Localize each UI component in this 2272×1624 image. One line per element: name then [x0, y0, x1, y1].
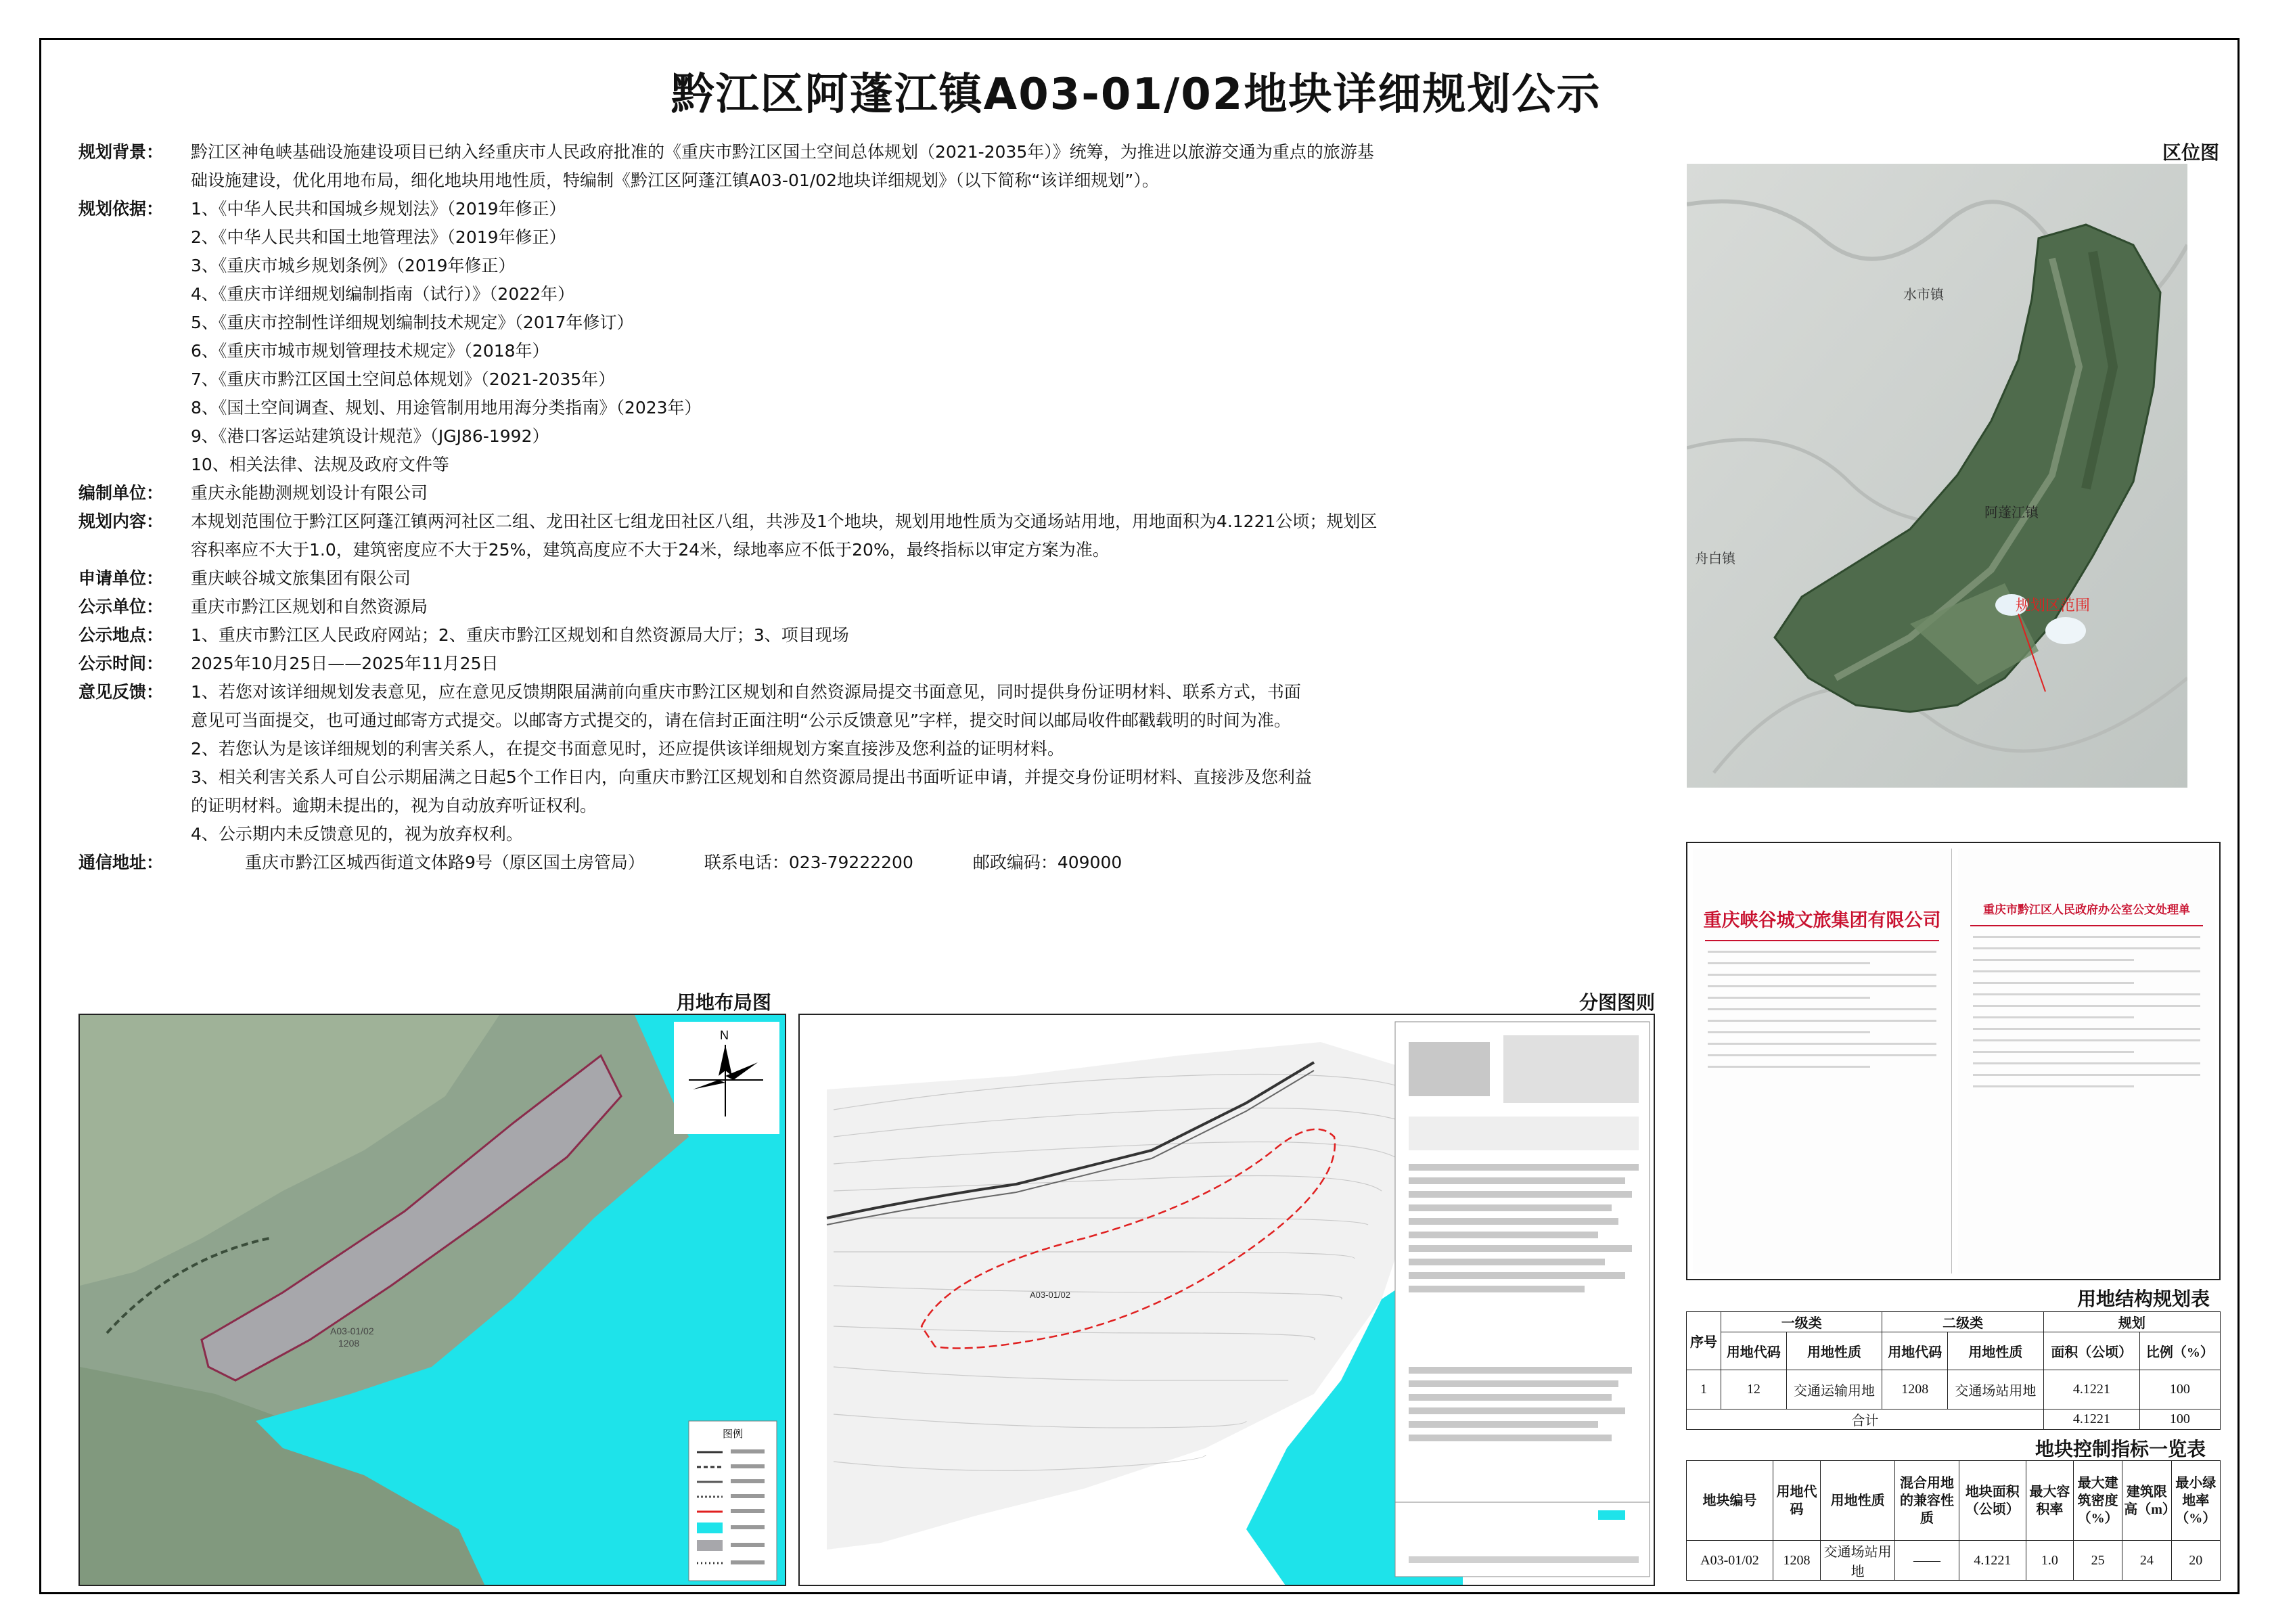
- contact-row: [78, 849, 1682, 877]
- period-label: 公示时间：: [78, 654, 164, 673]
- table-cell: 4.1221: [1959, 1541, 2026, 1581]
- basis-label: 规划依据：: [78, 199, 164, 219]
- table-cell: ——: [1895, 1541, 1959, 1581]
- table-cell: 4.1221: [2043, 1370, 2139, 1409]
- contact-address: 重庆市黔江区城西街道文体路9号（原区国土房管局）: [245, 853, 645, 872]
- basis-item: 9、《港口客运站建筑设计规范》（JGJ86-1992）: [191, 426, 549, 446]
- applicant-row: [78, 564, 1682, 593]
- table-cell: 1: [1687, 1370, 1721, 1409]
- legend-box: [689, 1421, 777, 1581]
- compiler-value: 重庆永能勘测规划设计有限公司: [191, 483, 428, 503]
- header-cell: 用地性质: [1821, 1461, 1895, 1541]
- basis-item: 8、《国土空间调查、规划、用途管制用地用海分类指南》（2023年）: [191, 398, 702, 418]
- table-cell: 100: [2139, 1370, 2220, 1409]
- table-row: [1687, 1370, 2221, 1409]
- page-title: 黔江区阿蓬江镇A03-01/02地块详细规划公示: [671, 70, 1601, 120]
- header-cell: 地块面积（公顷）: [1959, 1461, 2026, 1541]
- header-cell: 最小绿地率（%）: [2171, 1461, 2220, 1541]
- notice-text: [78, 138, 1682, 877]
- location-value: 1、重庆市黔江区人民政府网站；2、重庆市黔江区规划和自然资源局大厅；3、项目现场: [191, 625, 849, 645]
- header-cell: 一级类: [1721, 1312, 1882, 1332]
- basis-item: 6、《重庆市城市规划管理技术规定》（2018年）: [191, 341, 549, 361]
- table-cell: 12: [1721, 1370, 1786, 1409]
- basis-item: 2、《中华人民共和国土地管理法》（2019年修正）: [191, 227, 566, 247]
- control-indicator-table: [1686, 1460, 2221, 1581]
- header-cell: 最大建筑密度（%）: [2073, 1461, 2122, 1541]
- table-cell: 20: [2171, 1541, 2220, 1581]
- location-map-image: [1687, 164, 2187, 788]
- table-cell: 交通场站用地: [1947, 1370, 2043, 1409]
- company-doc-title: 重庆峡谷城文旅集团有限公司: [1703, 910, 1941, 931]
- header-cell: 用地性质: [1947, 1332, 2043, 1370]
- table-cell: 24: [2122, 1541, 2171, 1581]
- place-label: 舟白镇: [1695, 551, 1735, 566]
- period-row: [78, 650, 1682, 678]
- approval-documents: [1686, 842, 2221, 1280]
- publisher-row: [78, 593, 1682, 621]
- content-line-1: 本规划范围位于黔江区阿蓬江镇两河社区二组、龙田社区七组龙田社区八组，共涉及1个地块，规划用地性质为交通场站用地，用地面积为4.1221公顷；规划区: [191, 512, 1378, 531]
- contact-phone: 联系电话：023-79222200: [704, 853, 913, 872]
- header-cell: 比例（%）: [2139, 1332, 2220, 1370]
- feedback-line: 3、相关利害关系人可自公示期届满之日起5个工作日内，向重庆市黔江区规划和自然资源局提出书面听证申请，并提交身份证明材料、直接涉及您利益: [191, 767, 1312, 787]
- publisher-label: 公示单位：: [78, 597, 164, 616]
- plan-map-image: [800, 1015, 1655, 1586]
- government-doc-title: 重庆市黔江区人民政府办公室公文处理单: [1983, 903, 2190, 917]
- control-table-caption: 地块控制指标一览表: [2035, 1438, 2206, 1460]
- feedback-line: 4、公示期内未反馈意见的，视为放弃权利。: [191, 824, 523, 844]
- table-cell: 合计: [1687, 1409, 2044, 1430]
- plan-map-caption: 分图图则: [1579, 991, 1656, 1014]
- table-cell: 交通运输用地: [1786, 1370, 1882, 1409]
- header-cell: 混合用地的兼容性质: [1895, 1461, 1959, 1541]
- background-line-2: 础设施建设，优化用地布局，细化地块用地性质，特编制《黔江区阿蓬江镇A03-01/02地块详细规划》（以下简称“该详细规划”）。: [191, 171, 1159, 190]
- content-row: [78, 508, 1682, 536]
- table-cell: A03-01/02: [1687, 1541, 1773, 1581]
- table-cell: 交通场站用地: [1821, 1541, 1895, 1581]
- place-label: 水市镇: [1903, 288, 1944, 302]
- table-cell: 1208: [1773, 1541, 1820, 1581]
- layout-map-image: [80, 1015, 786, 1586]
- basis-item: 7、《重庆市黔江区国土空间总体规划》（2021-2035年）: [191, 369, 616, 389]
- applicant-label: 申请单位：: [78, 568, 164, 588]
- feedback-row: [78, 678, 1682, 706]
- content-label: 规划内容：: [78, 512, 164, 531]
- background-label: 规划背景：: [78, 142, 164, 162]
- feedback-label: 意见反馈：: [78, 682, 164, 702]
- government-document: [1958, 849, 2215, 1273]
- north-label: N: [720, 1029, 729, 1042]
- header-cell: 地块编号: [1687, 1461, 1773, 1541]
- table-cell: 1208: [1882, 1370, 1947, 1409]
- publisher-value: 重庆市黔江区规划和自然资源局: [191, 597, 428, 616]
- header-cell: 最大容积率: [2026, 1461, 2073, 1541]
- location-row: [78, 621, 1682, 650]
- header-cell: 用地代码: [1773, 1461, 1820, 1541]
- basis-item: 3、《重庆市城乡规划条例》（2019年修正）: [191, 256, 516, 275]
- place-label: 阿蓬江镇: [1984, 505, 2039, 520]
- contact-postcode: 邮政编码：409000: [972, 853, 1122, 872]
- header-cell: 序号: [1687, 1312, 1721, 1370]
- header-cell: 用地代码: [1721, 1332, 1786, 1370]
- feedback-line: 的证明材料。逾期未提出的，视为自动放弃听证权利。: [191, 796, 597, 815]
- table-cell: 1.0: [2026, 1541, 2073, 1581]
- parcel-code: 1208: [338, 1338, 360, 1349]
- basis-item: 1、《中华人民共和国城乡规划法》（2019年修正）: [191, 199, 566, 219]
- table-cell: 4.1221: [2043, 1409, 2139, 1430]
- table-cell: 100: [2139, 1409, 2220, 1430]
- compiler-row: [78, 479, 1682, 508]
- land-table-caption: 用地结构规划表: [2077, 1288, 2210, 1310]
- planning-area-label: 规划区范围: [2016, 597, 2091, 614]
- layout-map-caption: 用地布局图: [677, 991, 772, 1014]
- applicant-value: 重庆峡谷城文旅集团有限公司: [191, 568, 411, 588]
- plan-legend-panel: [1395, 1022, 1650, 1577]
- company-document: [1693, 849, 1952, 1273]
- total-row: [1687, 1409, 2221, 1430]
- header-cell: 面积（公顷）: [2043, 1332, 2139, 1370]
- feedback-line: 2、若您认为是该详细规划的利害关系人，在提交书面意见时，还应提供该详细规划方案直接涉及您利益的证明材料。: [191, 739, 1064, 759]
- legend-title: 图例: [723, 1428, 744, 1440]
- parcel-label: A03-01/02: [1030, 1290, 1070, 1300]
- layout-map: [78, 1014, 786, 1586]
- parcel-label: A03-01/02: [330, 1326, 374, 1336]
- basis-item: 4、《重庆市详细规划编制指南（试行）》（2022年）: [191, 284, 575, 304]
- header-cell: 二级类: [1882, 1312, 2043, 1332]
- location-map: [1687, 164, 2187, 788]
- location-label: 公示地点：: [78, 625, 164, 645]
- header-cell: 建筑限高（m）: [2122, 1461, 2171, 1541]
- contact-label: 通信地址：: [78, 853, 164, 872]
- land-structure-table: [1686, 1311, 2221, 1430]
- header-cell: 规划: [2043, 1312, 2220, 1332]
- header-cell: 用地代码: [1882, 1332, 1947, 1370]
- feedback-line: 意见可当面提交，也可通过邮寄方式提交。以邮寄方式提交的，请在信封正面注明“公示反馈意见”字样，提交时间以邮局收件邮戳载明的时间为准。: [191, 710, 1291, 730]
- feedback-line: 1、若您对该详细规划发表意见，应在意见反馈期限届满前向重庆市黔江区规划和自然资源局提交书面意见，同时提供身份证明材料、联系方式，书面: [191, 682, 1301, 702]
- table-cell: 25: [2073, 1541, 2122, 1581]
- basis-item: 10、相关法律、法规及政府文件等: [191, 455, 449, 474]
- period-value: 2025年10月25日——2025年11月25日: [191, 654, 499, 673]
- header-cell: 用地性质: [1786, 1332, 1882, 1370]
- basis-item: 5、《重庆市控制性详细规划编制技术规定》（2017年修订）: [191, 313, 634, 332]
- compiler-label: 编制单位：: [78, 483, 164, 503]
- location-map-caption: 区位图: [2162, 141, 2220, 164]
- plan-map: [798, 1014, 1655, 1586]
- table-row: [1687, 1541, 2221, 1581]
- background-line-1: 黔江区神龟峡基础设施建设项目已纳入经重庆市人民政府批准的《重庆市黔江区国土空间总体规划（2021-2035年）》统筹，为推进以旅游交通为重点的旅游基: [191, 142, 1374, 162]
- basis-row: [78, 195, 1682, 223]
- background-row: [78, 138, 1682, 166]
- content-line-2: 容积率应不大于1.0，建筑密度应不大于25%，建筑高度应不大于24米，绿地率应不低于20%，最终指标以审定方案为准。: [191, 540, 1110, 560]
